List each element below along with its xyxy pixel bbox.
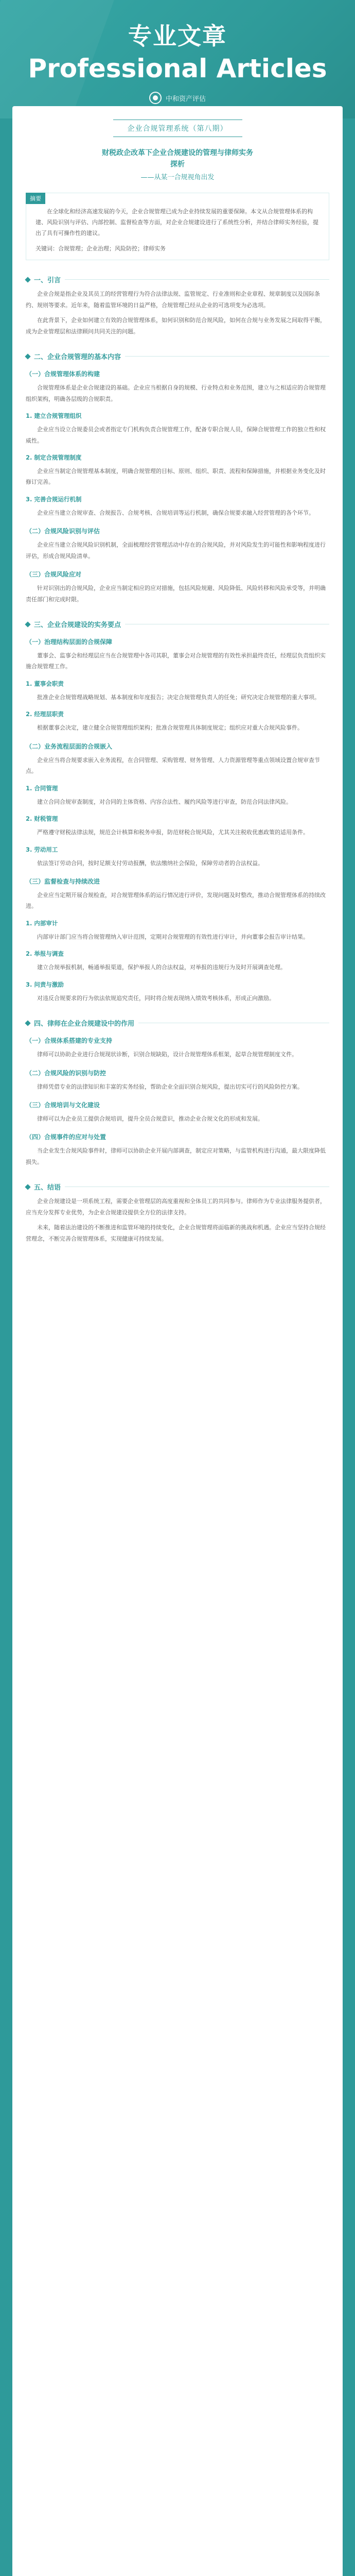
paragraph: 依法签订劳动合同，按时足额支付劳动报酬，依法缴纳社会保险，保障劳动者的合法权益。: [37, 859, 263, 867]
section-title: 四、律师在企业合规建设中的作用: [34, 1020, 135, 1028]
paragraph: 律师可以协助企业进行合规现状诊断，识别合规缺陷，设计合规管理体系框架，起草合规管理制度文件。: [37, 1051, 297, 1058]
subsection-heading: （二）合规风险识别与评估: [26, 528, 100, 535]
paragraph: 企业应当定期开展合规检查，对合规管理体系的运行情况进行评价，发现问题及时整改，推动合规管理体系的持续改进。: [26, 891, 326, 910]
abstract-box: [26, 193, 329, 261]
section-title: 三、企业合规建设的实务要点: [34, 621, 121, 630]
diamond-icon: [25, 277, 30, 282]
diamond-icon: [25, 353, 30, 359]
section-heading: [26, 619, 329, 629]
paragraph: 建立合同合规审查制度，对合同的主体资格、内容合法性、履约风险等进行审查，防范合同法律风险。: [37, 798, 292, 805]
hero-logo-text: 中和资产评估: [165, 95, 206, 103]
article-title: [26, 147, 329, 171]
diamond-icon: [25, 1020, 30, 1026]
hero-title-zh: 专业文章: [128, 22, 227, 50]
subsection-heading: 2. 财税管理: [26, 815, 58, 823]
paragraph: 在此背景下，企业如何建立有效的合规管理体系，如何识别和防范合规风险，如何在合规与业务发展之间取得平衡，成为企业管理层和法律顾问共同关注的问题。: [26, 317, 326, 335]
subsection-heading: 1. 董事会职责: [26, 680, 64, 687]
diamond-icon: [25, 621, 30, 627]
hero-title-en: Professional Articles: [28, 54, 327, 83]
paragraph: 合规管理体系是企业合规建设的基础。企业应当根据自身的规模、行业特点和业务范围，建立与之相适应的合规管理组织架构，明确各层级的合规职责。: [26, 384, 326, 402]
section-title: 二、企业合规管理的基本内容: [34, 353, 121, 362]
seal-icon: [149, 92, 162, 104]
paragraph: 严格遵守财税法律法规，规范会计核算和税务申报，防范财税合规风险，尤其关注税收优惠政策的适用条件。: [37, 829, 309, 836]
subsection-heading: 1. 合同管理: [26, 784, 58, 792]
subsection-heading: （二）合规风险的识别与防控: [26, 1069, 106, 1077]
paragraph: 律师凭借专业的法律知识和丰富的实务经验，帮助企业全面识别合规风险，提出切实可行的风险防控方案。: [37, 1083, 303, 1090]
section-heading: [26, 1018, 329, 1028]
paragraph: 企业应当建立合规审查、合规报告、合规考核、合规培训等运行机制，确保合规要求融入经营管理的各个环节。: [37, 509, 314, 516]
paragraph: 企业应当制定合规管理基本制度，明确合规管理的目标、原则、组织、职责、流程和保障措施，并根据业务变化及时修订完善。: [26, 467, 326, 486]
section-title: 一、引言: [34, 277, 61, 285]
subsection-heading: 3. 问责与激励: [26, 980, 64, 988]
subsection-heading: （三）合规风险应对: [26, 571, 82, 579]
paragraph: 企业合规是指企业及其员工的经营管理行为符合法律法规、监管规定、行业准则和企业章程、规章制度以及国际条约、规则等要求。近年来，随着监管环境的日益严格，合规管理已经从企业的可选项变为必选项。: [26, 291, 320, 309]
article-body: [26, 275, 329, 1244]
subsection-heading: 3. 劳动用工: [26, 845, 58, 853]
subsection-heading: 3. 完善合规运行机制: [26, 495, 82, 503]
subsection-heading: （一）治理结构层面的合规保障: [26, 638, 113, 646]
paragraph: 根据董事会决定，建立健全合规管理组织架构；批准合规管理具体制度规定；组织应对重大合规风险事件。: [37, 724, 303, 732]
paragraph: 企业应当将合规要求嵌入业务流程，在合同管理、采购管理、财务管理、人力资源管理等重点领域设置合规审查节点。: [26, 756, 320, 775]
subsection-heading: （四）合规事件的应对与处置: [26, 1133, 106, 1141]
hero-logo: [0, 92, 355, 104]
paragraph: 董事会、监事会和经理层应当在合规管理中各司其职，董事会对合规管理的有效性承担最终责任，经理层负责组织实施合规管理工作。: [26, 652, 326, 670]
paragraph: 对违反合规要求的行为依法依规追究责任，同时将合规表现纳入绩效考核体系，形成正向激励。: [37, 994, 275, 1002]
subsection-heading: 2. 经理层职责: [26, 710, 64, 718]
subsection-heading: （三）合规培训与文化建设: [26, 1101, 100, 1109]
paragraph: 律师可以为企业员工提供合规培训，提升全员合规意识，推动企业合规文化的形成和发展。: [37, 1115, 263, 1123]
section-heading: [26, 351, 329, 361]
section-title: 五、结语: [34, 1184, 61, 1192]
keywords: 关键词：合规管理；企业治理；风险防控；律师实务: [36, 245, 166, 252]
paragraph: 企业应当建立合规风险识别机制，全面梳理经营管理活动中存在的合规风险，并对风险发生的可能性和影响程度进行评估，形成合规风险清单。: [26, 541, 326, 560]
section-divider: [65, 279, 329, 280]
article-title-line2: 探析: [170, 160, 185, 169]
subsection-heading: 2. 举报与调查: [26, 950, 64, 958]
paragraph: 批准企业合规管理战略规划、基本制度和年度报告；决定合规管理负责人的任免；研究决定合规管理的重大事项。: [37, 693, 320, 701]
abstract-tag: 摘要: [26, 193, 45, 204]
subsection-heading: （一）合规体系搭建的专业支持: [26, 1037, 113, 1045]
subsection-heading: （一）合规管理体系的构建: [26, 370, 100, 378]
paragraph: 企业应当设立合规委员会或者指定专门机构负责合规管理工作，配备专职合规人员，保障合规管理工作的独立性和权威性。: [26, 426, 326, 444]
diamond-icon: [25, 1184, 30, 1190]
subsection-heading: 2. 制定合规管理制度: [26, 453, 82, 461]
paragraph: 建立合规举报机制，畅通举报渠道，保护举报人的合法权益，对举报的违规行为及时开展调查处理。: [37, 964, 286, 971]
section-heading: [26, 1182, 329, 1192]
section-divider: [125, 356, 329, 357]
article-subtitle: ——从某一合规视角出发: [140, 173, 215, 181]
hero-banner: [0, 0, 355, 118]
subsection-heading: 1. 建立合规管理组织: [26, 412, 82, 420]
series-label: 企业合规管理系统（第八期）: [113, 120, 242, 137]
subsection-heading: （二）业务流程层面的合规嵌入: [26, 742, 113, 750]
section-heading: [26, 275, 329, 284]
article-header: [26, 106, 329, 181]
article-title-line1: 财税政企改革下企业合规建设的管理与律师实务: [102, 149, 253, 157]
paragraph: 企业合规建设是一项系统工程，需要企业管理层的高度重视和全体员工的共同参与。律师作为专业法律服务提供者，应当充分发挥专业优势，为企业合规建设提供全方位的法律支持。: [26, 1198, 326, 1216]
paragraph: 未来，随着法治建设的不断推进和监管环境的持续变化，企业合规管理将面临新的挑战和机遇。企业应当坚持合规经营理念，不断完善合规管理体系，实现健康可持续发展。: [26, 1224, 326, 1242]
article-card: [12, 106, 343, 2576]
paragraph: 当企业发生合规风险事件时，律师可以协助企业开展内部调查，制定应对策略，与监管机构进行沟通，最大限度降低损失。: [26, 1147, 326, 1165]
subsection-heading: 1. 内部审计: [26, 919, 58, 927]
subsection-heading: （三）监督检查与持续改进: [26, 877, 100, 885]
paragraph: 内部审计部门应当将合规管理纳入审计范围，定期对合规管理的有效性进行审计，并向董事会报告审计结果。: [37, 933, 309, 940]
abstract-text: 在全球化和经济高速发展的今天，企业合规管理已成为企业持续发展的重要保障。本文从合规管理体系的构建、风险识别与评估、内部控制、监督检查等方面，对企业合规建设进行了系统性分析，并结合律师实务经验，提出了具有可操作性的建议。: [36, 208, 318, 236]
paragraph: 针对识别出的合规风险，企业应当制定相应的应对措施，包括风险规避、风险降低、风险转移和风险承受等，并明确责任部门和完成时限。: [26, 585, 326, 603]
